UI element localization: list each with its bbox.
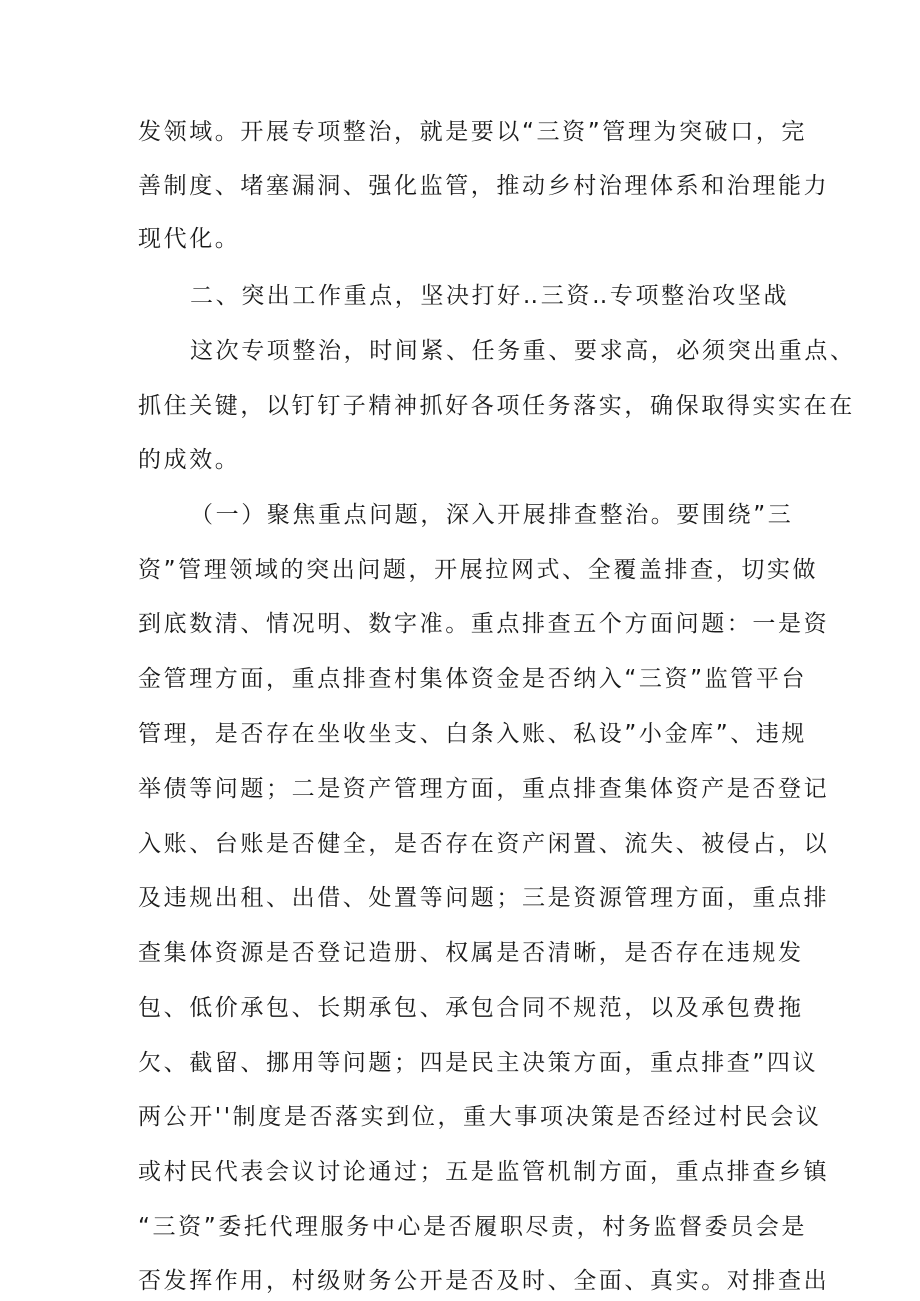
paragraph-line: “三资”委托代理服务中心是否履职尽责，村务监督委员会是 xyxy=(138,1214,808,1240)
section-heading: 二、突出工作重点，坚决打好‥三资‥专项整治攻坚战 xyxy=(190,283,790,309)
paragraph-line: （一）聚焦重点问题，深入开展排查整治。要围绕”三 xyxy=(190,502,794,528)
paragraph-line: 发领域。开展专项整治，就是要以“三资”管理为突破口，完 xyxy=(138,119,808,145)
paragraph-line: 举债等问题；二是资产管理方面，重点排查集体资产是否登记 xyxy=(138,776,830,802)
paragraph-line: 查集体资源是否登记造册、权属是否清晰，是否存在违规发 xyxy=(138,940,804,966)
paragraph-line: 或村民代表会议讨论通过；五是监管机制方面，重点排查乡镇 xyxy=(138,1159,830,1185)
paragraph-line: 两公开''制度是否落实到位，重大事项决策是否经过村民会议 xyxy=(138,1104,822,1130)
paragraph-line: 到底数清、情况明、数字准。重点排查五个方面问题：一是资 xyxy=(138,611,830,637)
paragraph-line: 善制度、堵塞漏洞、强化监管，推动乡村治理体系和治理能力 xyxy=(138,173,830,199)
paragraph-line: 这次专项整治，时间紧、任务重、要求高，必须突出重点、 xyxy=(190,338,856,364)
paragraph-line: 现代化。 xyxy=(138,226,241,252)
paragraph-line: 抓住关键，以钉钉子精神抓好各项任务落实，确保取得实实在在 xyxy=(138,393,855,419)
paragraph-line: 欠、截留、挪用等问题；四是民主决策方面，重点排查”四议 xyxy=(138,1050,819,1076)
paragraph-line: 的成效。 xyxy=(138,447,241,473)
paragraph-line: 资”管理领域的突出问题，开展拉网式、全覆盖排查，切实做 xyxy=(138,557,819,583)
paragraph-line: 入账、台账是否健全，是否存在资产闲置、流失、被侵占，以 xyxy=(138,831,830,857)
paragraph-line: 否发挥作用，村级财务公开是否及时、全面、真实。对排查出 xyxy=(138,1268,830,1294)
paragraph-line: 管理，是否存在坐收坐支、白条入账、私设”小金库”、违规 xyxy=(138,721,808,747)
paragraph-line: 及违规出租、出借、处置等问题；三是资源管理方面，重点排 xyxy=(138,885,830,911)
paragraph-line: 包、低价承包、长期承包、承包合同不规范，以及承包费拖 xyxy=(138,995,804,1021)
paragraph-line: 金管理方面，重点排查村集体资金是否纳入“三资”监管平台 xyxy=(138,666,808,692)
